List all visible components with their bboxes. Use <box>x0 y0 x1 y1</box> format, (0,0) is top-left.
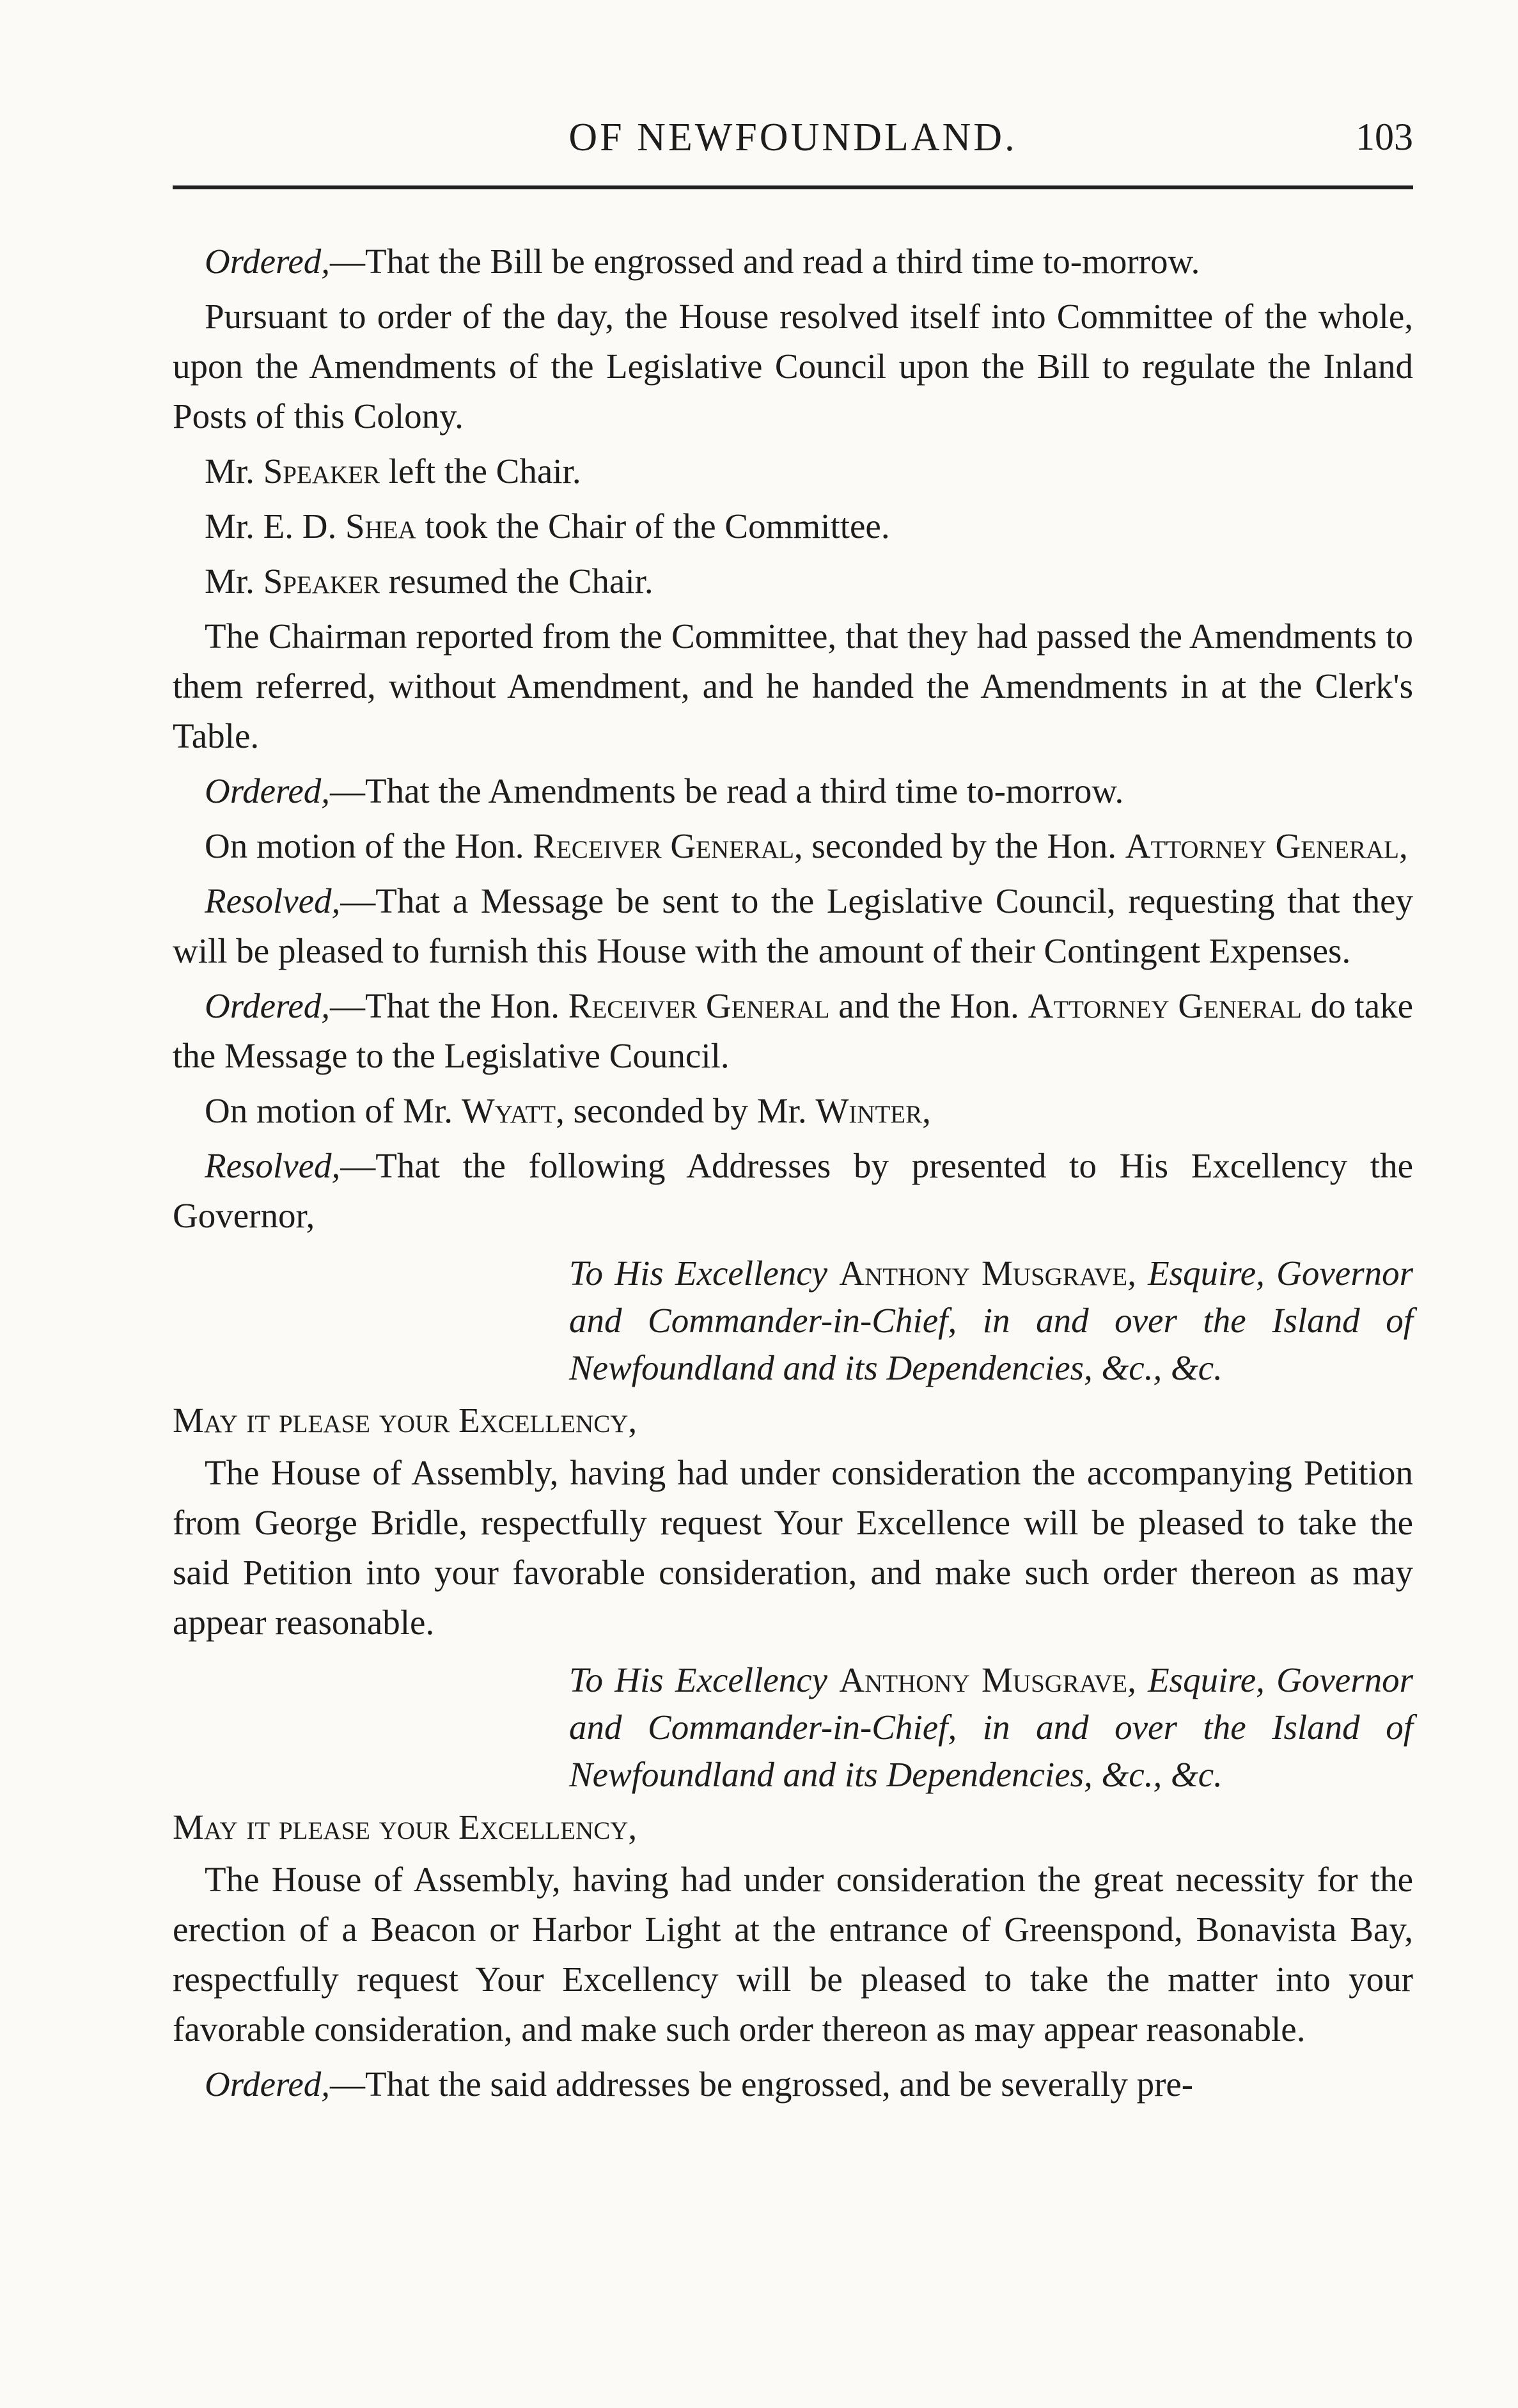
speaker-name: Speaker <box>263 452 380 491</box>
page-header <box>173 102 1413 166</box>
paragraph-resolved-message <box>173 876 1413 976</box>
text-fragment: , <box>1399 826 1408 865</box>
member-name: Wyatt <box>461 1091 556 1130</box>
paragraph-ordered-amendments <box>173 766 1413 816</box>
paragraph-bridle-petition <box>173 1448 1413 1648</box>
ordered-label: Ordered, <box>205 2065 331 2104</box>
paragraph-beacon-greenspond <box>173 1855 1413 2054</box>
salutation-1: May it please your Excellency, <box>173 1401 638 1440</box>
text-fragment: , Esquire, Governor and Commander-in-Chief, in and over the Island of Newfoundland and its Dependencies, &c., &c. <box>569 1254 1414 1387</box>
text-fragment: On motion of Mr. <box>205 1091 462 1130</box>
text-fragment: On motion of the Hon. <box>205 826 533 865</box>
resolved-label: Resolved, <box>205 881 341 920</box>
paragraph-text: —That the said addresses be engrossed, and be severally pre- <box>330 2065 1194 2104</box>
member-title: Receiver General <box>568 986 830 1025</box>
page-body <box>173 237 1413 2114</box>
paragraph-text: The House of Assembly, having had under consideration the great necessity for the erection of a Beacon or Harbor Light at the entrance of Greenspond, Bonavista Bay, respectfully request Your Excellency will be pleased to take the matter into your favorable consideration, and make such order thereon as may appear reasonable. <box>173 1860 1413 2049</box>
paragraph-ordered-message <box>173 981 1413 1081</box>
paragraph-speaker-resumed <box>173 556 1413 606</box>
running-title: OF NEWFOUNDLAND. <box>568 116 1017 159</box>
text-fragment: To His Excellency <box>569 1254 840 1293</box>
member-title: Receiver General <box>533 826 794 865</box>
paragraph-text: The House of Assembly, having had under consideration the accompanying Petition from George Bridle, respectfully request Your Excellence will be pleased to take the said Petition into your favorable consideration, and make such order thereon as may appear reasonable. <box>173 1453 1413 1642</box>
member-name: Winter <box>815 1091 923 1130</box>
text-fragment: left the Chair. <box>379 452 581 491</box>
text-fragment: , seconded by the Hon. <box>794 826 1125 865</box>
paragraph-chairman-report <box>173 611 1413 761</box>
paragraph-resolved-addresses <box>173 1141 1413 1241</box>
address-heading-1 <box>569 1250 1413 1392</box>
paragraph-committee <box>173 292 1413 441</box>
text-fragment: do take the Message to the Legislative Council. <box>173 986 1414 1075</box>
governor-name: Anthony Musgrave <box>839 1660 1128 1699</box>
text-fragment: , <box>922 1091 931 1130</box>
paragraph-motion-receiver <box>173 821 1413 871</box>
text-fragment: Mr. E. D. <box>205 507 345 546</box>
governor-name: Anthony Musgrave <box>839 1254 1128 1293</box>
paragraph-text: —That the Amendments be read a third time to-morrow. <box>330 771 1124 810</box>
address-heading-2 <box>569 1656 1413 1798</box>
resolved-label: Resolved, <box>205 1146 341 1185</box>
speaker-name: Speaker <box>263 562 380 601</box>
ordered-label: Ordered, <box>205 242 331 281</box>
paragraph-text: —That a Message be sent to the Legislative Council, requesting that they will be pleased to furnish this House with the amount of their Contingent Expenses. <box>173 881 1413 970</box>
member-title: Attorney General <box>1125 826 1399 865</box>
text-fragment: took the Chair of the Committee. <box>416 507 890 546</box>
paragraph-ordered-engrossed <box>173 237 1413 287</box>
text-fragment: , seconded by Mr. <box>556 1091 816 1130</box>
paragraph-shea-chair <box>173 501 1413 551</box>
text-fragment: To His Excellency <box>569 1660 840 1699</box>
page-number: 103 <box>1356 116 1413 158</box>
text-fragment: Mr. <box>205 562 263 601</box>
paragraph-text: —That the following Addresses by presented to His Excellency the Governor, <box>173 1146 1413 1235</box>
text-fragment: resumed the Chair. <box>379 562 653 601</box>
member-title: Attorney General <box>1028 986 1302 1025</box>
ordered-label: Ordered, <box>205 771 331 810</box>
text-fragment: and the Hon. <box>829 986 1028 1025</box>
header-rule <box>173 185 1413 189</box>
paragraph-speaker-left <box>173 446 1413 496</box>
paragraph-motion-wyatt <box>173 1086 1413 1136</box>
text-fragment: , Esquire, Governor and Commander-in-Chief, in and over the Island of Newfoundland and its Dependencies, &c., &c. <box>569 1660 1414 1794</box>
paragraph-text: Pursuant to order of the day, the House resolved itself into Committee of the whole, upon the Amendments of the Legislative Council upon the Bill to regulate the Inland Posts of this Colony. <box>173 297 1413 436</box>
paragraph-ordered-addresses <box>173 2059 1413 2109</box>
ordered-label: Ordered, <box>205 986 331 1025</box>
paragraph-text: —That the Bill be engrossed and read a third time to-morrow. <box>330 242 1200 281</box>
text-fragment: —That the Hon. <box>330 986 568 1025</box>
salutation-2: May it please your Excellency, <box>173 1807 638 1846</box>
text-fragment: Mr. <box>205 452 263 491</box>
paragraph-text: The Chairman reported from the Committee, that they had passed the Amendments to them referred, without Amendment, and he handed the Amendments in at the Clerk's Table. <box>173 617 1413 755</box>
member-name: Shea <box>345 507 416 546</box>
